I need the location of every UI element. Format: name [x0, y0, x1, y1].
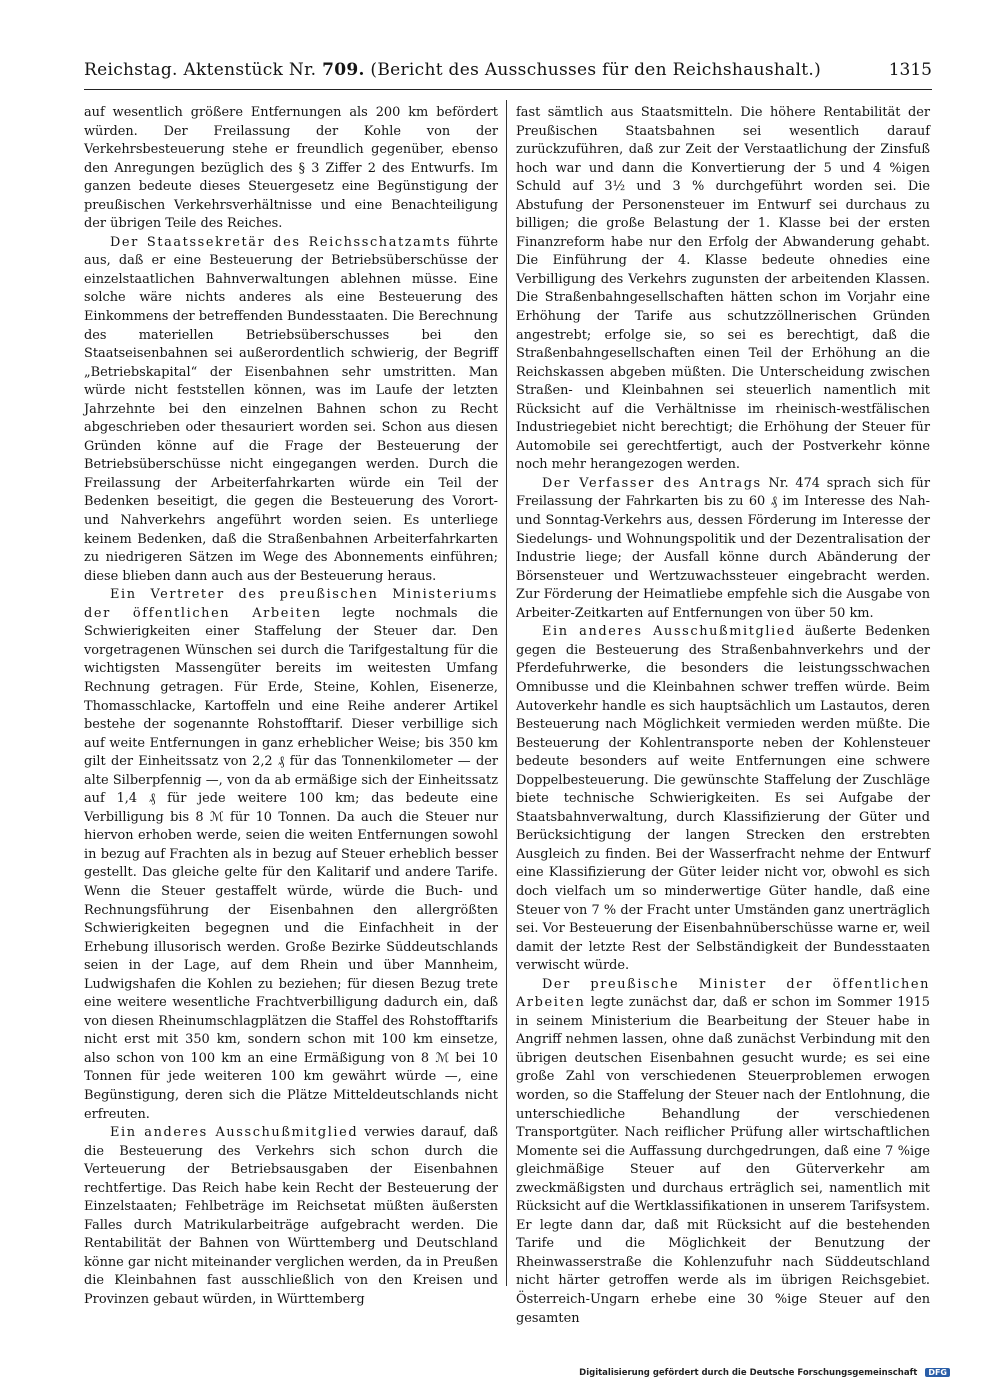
- paragraph-text: auf wesentlich größere Entfernungen als 200 km befördert würden. Der Freilassung der Kohle von der Verkehrsbesteuerung stehe er freundlich gegenüber, ebenso den Anregungen bezüglich des § 3 Ziffer 2 des Entwurfs. Im ganzen bedeute dieses Steuergesetz eine Begünstigung der preußischen Verkehrsverhältnisse und eine Benachteiligung der übrigen Teile des Reiches.: [84, 105, 498, 232]
- footer-text: Digitalisierung gefördert durch die Deutsche Forschungsgemeinschaft: [579, 1368, 918, 1378]
- paragraph: [516, 104, 930, 475]
- left-column: [84, 104, 498, 1307]
- paragraph-speaker: Der Staatssekretär des Reichsschatzamts: [110, 234, 452, 250]
- right-column: [516, 104, 930, 1326]
- page-header: [84, 60, 932, 88]
- paragraph-text: Nr. 474 sprach sich für Freilassung der Fahrkarten bis zu 60 ₰ im Interesse des Nah- und Sonntag-Verkehrs aus, dessen Förderung im Interesse der Siedelungs- und Wohnungspolitik und der Dezentralisation der Industrie liege; der Ausfall könne durch Abänderung der Börsensteuer und Wertzuwachssteuer eingebracht werden. Zur Förderung der Heimatliebe empfehle sich die Ausgabe von Arbeiter-Zeitkarten auf Entfernungen von über 50 km.: [516, 475, 930, 621]
- footer-credit: [579, 1368, 950, 1378]
- column-divider: [506, 100, 507, 1286]
- paragraph: [84, 586, 498, 1124]
- paragraph-text: legte zunächst dar, daß er schon im Sommer 1915 in seinem Ministerium die Bearbeitung der Steuer habe in Angriff nehmen lassen, ohne daß zunächst Verbindung mit den übrigen deutschen Eisenbahnen gesucht wurde; es sei eine große Zahl von verschiedenen Steuerproblemen erwogen worden, so die Staffelung der Steuer nach der Entlohnung, die unterschiedliche Behandlung der verschiedenen Transportgüter. Nach reiflicher Prüfung aller wirtschaftlichen Momente sei die Auffassung durchgedrungen, daß eine 7 %ige gleichmäßige Steuer auf den Güterverkehr am zweckmäßigsten und durchaus erträglich sei, namentlich mit Rücksicht auf die Wertklassifikationen in unserem Tarifsystem. Er legte dann dar, daß mit Rücksicht auf die bestehenden Tarife und die Möglichkeit der Benutzung der Rheinwasserstraße die Kohlenzufuhr nach Süddeutschland nicht härter getroffen werde als im übrigen Reichsgebiet. Österreich-Ungarn erhebe eine 30 %ige Steuer auf den gesamten: [516, 995, 930, 1326]
- page-number: 1315: [888, 60, 932, 80]
- header-title: [84, 60, 821, 80]
- paragraph-speaker: Ein anderes Ausschußmitglied: [110, 1125, 359, 1141]
- header-subtitle: (Bericht des Ausschusses für den Reichshaushalt.): [370, 60, 822, 80]
- paragraph: [84, 104, 498, 234]
- paragraph-text: verwies darauf, daß die Besteuerung des Verkehrs sich schon durch die Verteuerung der Betriebsausgaben der Eisenbahnen rechtfertige. Das Reich habe kein Recht der Besteuerung der Einzelstaaten; Fehlbeträge im Reichsetat müßten äußersten Falles durch Matrikularbeiträge aufgebracht werden. Die Rentabilität der Bahnen von Württemberg und Deutschland könne gar nicht miteinander verglichen werden, da in Preußen die Kleinbahnen fast ausschließlich von den Kreisen und Provinzen gebaut würden, in Württemberg: [84, 1125, 498, 1307]
- paragraph-text: fast sämtlich aus Staatsmitteln. Die höhere Rentabilität der Preußischen Staatsbahnen sei wesentlich darauf zurückzuführen, daß zur Zeit der Verstaatlichung der Zinsfuß hoch war und dann die Konvertierung der 5 und 4 %igen Schuld auf 3½ und 3 % durchgeführt worden sei. Die Abstufung der Personensteuer im Entwurf sei durchaus zu billigen; die große Belastung der 1. Klasse bei der ersten Finanzreform habe nur den Erfolg der Abwanderung gehabt. Die Einführung der 4. Klasse bedeute ohnedies eine Verbilligung des Verkehrs zugunsten der arbeitenden Klassen. Die Straßenbahngesellschaften hätten schon im Vorjahr eine Erhöhung der Tarife aus schutzzöllnerischen Gründen angestrebt; erfolge sie, so sei es berechtigt, daß die Straßenbahngesellschaften einen Teil der Erhöhung an die Reichskassen abgeben müßten. Die Unterscheidung zwischen Straßen- und Kleinbahnen sei steuerlich namentlich mit Rücksicht auf die Verhältnisse im rheinisch-westfälischen Industriegebiet nicht berechtigt; die Erhöhung der Steuer für Automobile sei gerechtfertigt, auch der Postverkehr könne noch mehr herangezogen werden.: [516, 105, 930, 473]
- paragraph-speaker: Ein anderes Ausschußmitglied: [542, 624, 796, 640]
- paragraph-speaker: Ein Vertreter des preußischen Ministeriums der öffentlichen Arbeiten: [84, 587, 498, 621]
- paragraph-text: führte aus, daß er eine Besteuerung der Betriebsüberschüsse der einzelstaatlichen Bahnverwaltungen ablehnen müsse. Eine solche wäre nichts anderes als eine Besteuerung des Einkommens der betreffenden Bundesstaaten. Die Berechnung des materiellen Betriebsüberschusses bei den Staatseisenbahnen sei außerordentlich schwierig, der Begriff „Betriebskapital“ der Eisenbahnen sehr umstritten. Man würde nicht feststellen können, was im Laufe der letzten Jahrzehnte bei den einzelnen Bahnen schon zu Recht abgeschrieben oder thesauriert worden sei. Schon aus diesen Gründen könne auf die Frage der Besteuerung der Betriebsüberschüsse nicht eingegangen werden. Durch die Freilassung der Arbeiterfahrkarten würde ein Teil der Bedenken beseitigt, die gegen die Besteuerung des Vorort- und Nahverkehrs angeführt worden seien. Es unterliege keinem Bedenken, daß die Straßenbahnen Arbeiterfahrkarten zu niedrigeren Sätzen im Wege des Abonnements einführen; diese blieben dann auch aus der Besteuerung heraus.: [84, 234, 498, 584]
- paragraph: [516, 623, 930, 975]
- paragraph-speaker: Der Verfasser des Antrags: [542, 475, 762, 491]
- header-title-prefix: Reichstag. Aktenstück Nr.: [84, 60, 317, 80]
- paragraph-speaker: Der preußische Minister der öffentlichen Arbeiten: [516, 976, 930, 1011]
- paragraph: [84, 234, 498, 586]
- document-number: 709.: [322, 60, 365, 80]
- paragraph-text: äußerte Bedenken gegen die Besteuerung des Straßenbahnverkehrs und der Pferdefuhrwerke, die besonders die leistungsschwachen Omnibusse und die Kleinbahnen schwer treffen würde. Beim Autoverkehr handle es sich hauptsächlich um Lastautos, deren Besteuerung nach Möglichkeit vermieden werden müßte. Die Besteuerung der Kohlentransporte neben der Kohlensteuer bedeute besonders auf weite Entfernungen eine schwere Doppelbesteuerung. Die gewünschte Staffelung der Zuschläge biete technische Schwierigkeiten. Es sei Aufgabe der Staatsbahnverwaltung, durch Klassifizierung der Güter und Berücksichtigung der langen Strecken den erstrebten Ausgleich zu finden. Bei der Wasserfracht nehme der Entwurf eine Klassifizierung der Güter leider nicht vor, obwohl es sich doch vielfach um so minderwertige Güter handle, daß eine Steuer von 7 % der Fracht unter Umständen ganz unerträglich sei. Vor Besteuerung der Eisenbahnüberschüsse warne er, weil damit der letzte Rest der Selbständigkeit der Bundesstaaten verwischt würde.: [516, 624, 930, 974]
- paragraph: [84, 1124, 498, 1309]
- paragraph: [516, 976, 930, 1328]
- paragraph: [516, 475, 930, 623]
- dfg-logo: DFG: [925, 1368, 950, 1377]
- header-rule: [84, 89, 932, 90]
- paragraph-text: legte nochmals die Schwierigkeiten einer Staffelung der Steuer dar. Den vorgetragenen Wünschen sei durch die Tarifgestaltung für die wichtigsten Massengüter bereits im weitesten Umfang Rechnung getragen. Für Erde, Steine, Kohlen, Eisenerze, Thomasschlacke, Kartoffeln und eine Reihe anderer Artikel bestehe der sogenannte Rohstofftarif. Dieser verbillige sich auf weite Entfernungen in ganz erheblicher Weise; bis 350 km gilt der Einheitssatz von 2,2 ₰ für das Tonnenkilometer — der alte Silberpfennig —, von da ab ermäßige sich der Einheitssatz auf 1,4 ₰ für jede weitere 100 km; das bedeute eine Verbilligung bis 8 ℳ für 10 Tonnen. Da auch die Steuer nur hiervon erhoben werde, seien die weiten Entfernungen sowohl in bezug auf Frachten als in bezug auf Steuer erheblich besser gestellt. Das gleiche gelte für den Kalitarif und andere Tarife. Wenn die Steuer gestaffelt würde, würde die Buch- und Rechnungsführung der Eisenbahnen den allergrößten Schwierigkeiten begegnen und die Einfachheit in der Erhebung illusorisch werden. Große Bezirke Süddeutschlands seien in der Lage, auf dem Rhein und über Mannheim, Ludwigshafen die Kohlen zu beziehen; für diesen Bezug trete eine weitere wesentliche Frachtverbilligung dadurch ein, daß von diesen Rheinumschlagplätzen die Staffel des Rohstofftarifs nicht erst mit 350 km, sondern schon mit 100 km einsetze, also schon von 100 km an eine Ermäßigung von 8 ℳ bei 10 Tonnen für jede weiteren 100 km gewährt würde —, eine Begünstigung, deren sich die Plätze Mitteldeutschlands nicht erfreuten.: [84, 605, 498, 1122]
